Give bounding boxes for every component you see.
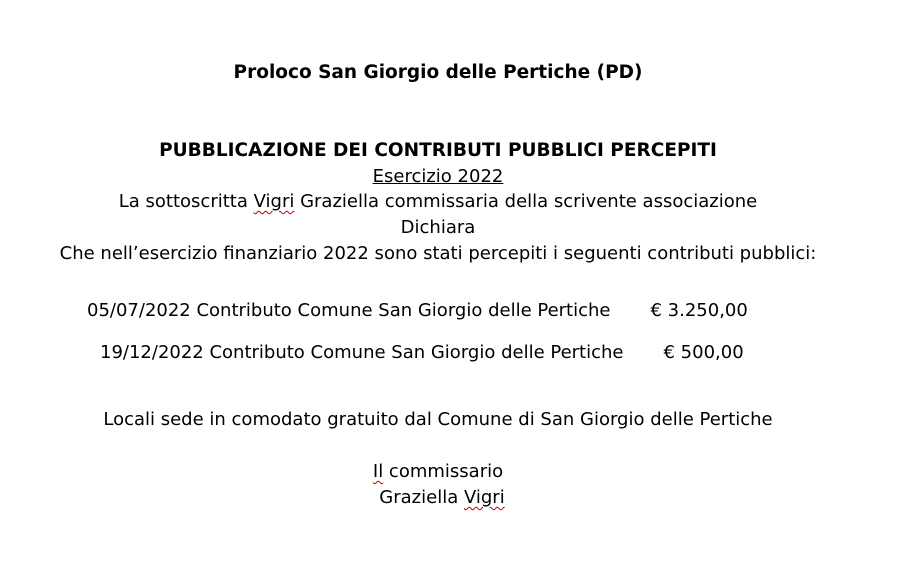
contribution-description: 05/07/2022 Contributo Comune San Giorgio delle Pertiche — [87, 300, 611, 321]
exercise-label: Esercizio 2022 — [372, 166, 504, 187]
organization-title: Proloco San Giorgio delle Pertiche (PD) — [233, 62, 643, 83]
signer-surname: Vigri — [253, 191, 295, 212]
signer-prefix: La sottoscritta — [118, 191, 254, 212]
premises-note: Locali sede in comodato gratuito dal Comune di San Giorgio delle Pertiche — [103, 409, 773, 430]
signature-last-name: Vigri — [463, 487, 505, 508]
signer-suffix: Graziella commissaria della scrivente associazione — [294, 191, 758, 212]
signer-statement — [0, 191, 876, 213]
contribution-amount: € 3.250,00 — [650, 300, 748, 321]
declares-heading: Dichiara — [400, 217, 476, 238]
contribution-row — [100, 342, 744, 364]
exercise-year — [0, 166, 876, 188]
declaration-statement: Che nell’esercizio finanziario 2022 sono stati percepiti i seguenti contributi pubblici: — [59, 243, 817, 264]
signature-name — [0, 487, 884, 509]
contribution-description: 19/12/2022 Contributo Comune San Giorgio delle Pertiche — [100, 342, 624, 363]
contribution-row — [87, 300, 748, 322]
publication-title: PUBBLICAZIONE DEI CONTRIBUTI PUBBLICI PERCEPITI — [159, 140, 717, 161]
role-first-word: Il — [372, 461, 384, 482]
signature-role — [0, 461, 876, 483]
role-rest: commissario — [383, 461, 504, 482]
signature-first-name: Graziella — [379, 487, 464, 508]
contribution-amount: € 500,00 — [663, 342, 744, 363]
